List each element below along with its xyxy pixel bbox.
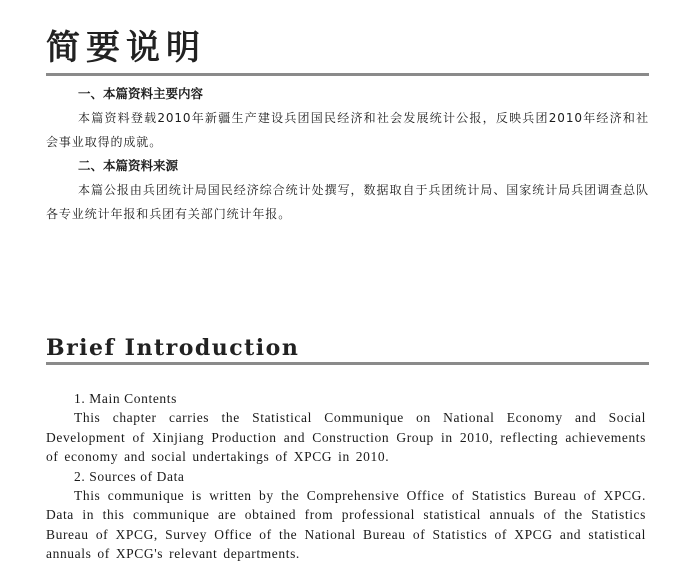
english-title-rule <box>46 362 649 365</box>
chinese-title-rule <box>46 73 649 76</box>
english-section1-text: This chapter carries the Statistical Communique on National Economy and Social Development of Xinjiang Production and Construction Group in 2010, reflecting achievements of economy and social undertakings of XPCG in 2010. <box>46 410 646 465</box>
chinese-body <box>46 82 649 226</box>
chinese-section1-heading: 一、本篇资料主要内容 <box>78 86 204 101</box>
english-section2-text: This communique is written by the Comprehensive Office of Statistics Bureau of XPCG. Data in this communique are obtained from professional statistical annuals of the Statistics Bureau of XPCG, Survey Office of the National Bureau of Statistics of XPCG and statistical annuals of XPCG's relevant departments. <box>46 488 646 562</box>
english-section1-heading: 1. Main Contents <box>74 391 177 406</box>
chinese-section2-text: 本篇公报由兵团统计局国民经济综合统计处撰写，数据取自于兵团统计局、国家统计局兵团调查总队各专业统计年报和兵团有关部门统计年报。 <box>46 183 649 221</box>
chinese-title: 简要说明 <box>46 28 206 68</box>
english-body <box>46 389 646 564</box>
chinese-section1-text: 本篇资料登载2010年新疆生产建设兵团国民经济和社会发展统计公报，反映兵团2010年经济和社会事业取得的成就。 <box>46 111 649 149</box>
chinese-section2-heading: 二、本篇资料来源 <box>78 158 179 173</box>
english-title: Brief Introduction <box>46 335 300 361</box>
english-section2-heading: 2. Sources of Data <box>74 468 185 484</box>
